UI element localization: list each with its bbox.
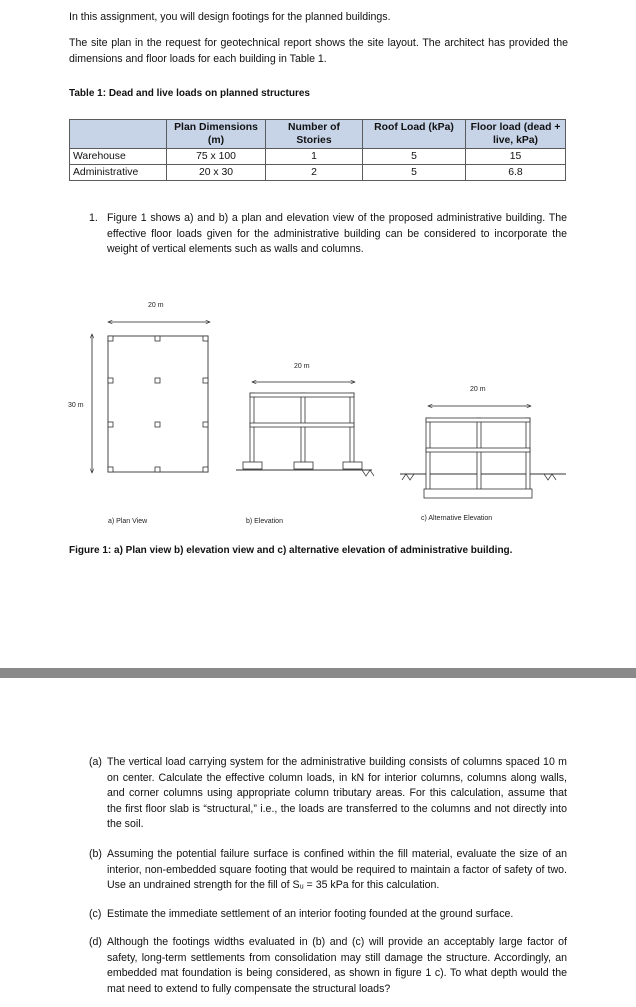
table-header-cell: Plan Dimensions (m) [167, 120, 266, 149]
plan-height-label: 30 m [68, 402, 84, 409]
question-c [89, 907, 567, 923]
ground-hatch [362, 470, 374, 476]
table-caption: Table 1: Dead and live loads on planned structures [69, 88, 310, 99]
question-a [89, 755, 567, 833]
elevation-width-label: 20 m [294, 363, 310, 370]
table-row [70, 149, 566, 165]
loads-table [69, 119, 566, 181]
table-header-cell: Roof Load (kPa) [363, 120, 466, 149]
table-cell: 2 [266, 165, 363, 181]
figure-1 [0, 290, 636, 535]
table-cell: 1 [266, 149, 363, 165]
elevation-frame [243, 393, 362, 469]
label-plan-view: a) Plan View [108, 518, 148, 525]
ground-hatch [544, 474, 556, 480]
question-b [89, 847, 567, 894]
intro-line-1: In this assignment, you will design footings for the planned buildings. [69, 11, 391, 23]
table-cell: 75 x 100 [167, 149, 266, 165]
table-row [70, 165, 566, 181]
elevation-view [236, 363, 374, 525]
item-1-text: Figure 1 shows a) and b) a plan and elevation view of the proposed administrative building. The effective floor loads given for the administrative building can be considered to incorporate the weight of vertical elements such as walls and columns. [107, 212, 567, 255]
alt-elevation-width-label: 20 m [470, 386, 486, 393]
table-cell: 5 [363, 149, 466, 165]
question-text: Assuming the potential failure surface is confined within the fill material, evaluate the size of an interior, non-embedded square footing that would be required to maintain a factor of safety of two. Use an undrained strength for the fill of Sᵤ = 35 kPa for this calculation. [107, 848, 567, 892]
table-header-row [70, 120, 566, 149]
table-cell: Administrative [70, 165, 167, 181]
plan-width-label: 20 m [148, 302, 164, 309]
question-text: The vertical load carrying system for the administrative building consists of columns spaced 10 m on center. Calculate the effective column loads, in kN for interior columns, columns along walls, and corner columns using appropriate column tributary areas. For this calculation, assume that the first floor slab is “structural,” i.e., the loads are transferred to the columns and not directly into the soil. [107, 756, 567, 831]
table-header-cell: Floor load (dead + live, kPa) [466, 120, 566, 149]
table-cell: 5 [363, 165, 466, 181]
table-header-cell [70, 120, 167, 149]
ground-hatch [402, 474, 414, 480]
table-cell: 6.8 [466, 165, 566, 181]
table-cell: 15 [466, 149, 566, 165]
item-1-number: 1. [89, 212, 98, 224]
question-text: Although the footings widths evaluated in (b) and (c) will provide an acceptably large factor of safety, long-term settlements from consolidation may still damage the structure. Accordingly, an embedded mat foundation is being considered, as shown in figure 1 c). To what depth would the mat need to extend to fully compensate the structural loads? [107, 936, 567, 995]
alternative-elevation-view [400, 386, 566, 522]
question-label: (a) [89, 756, 102, 768]
alt-elevation-frame [424, 418, 532, 498]
figure-caption: Figure 1: a) Plan view b) elevation view and c) alternative elevation of administrative building. [69, 545, 513, 556]
question-label: (d) [89, 936, 102, 948]
question-d [89, 935, 567, 997]
label-alternative-elevation: c) Alternative Elevation [421, 515, 493, 522]
table-cell: Warehouse [70, 149, 167, 165]
plan-view [68, 302, 210, 525]
page-divider [0, 668, 636, 678]
label-elevation: b) Elevation [246, 518, 283, 525]
question-text: Estimate the immediate settlement of an interior footing founded at the ground surface. [107, 908, 514, 920]
table-header-cell: Number of Stories [266, 120, 363, 149]
plan-columns [108, 336, 208, 472]
intro-paragraph: The site plan in the request for geotechnical report shows the site layout. The architect has provided the dimensions and floor loads for each building in Table 1. [69, 37, 568, 65]
plan-outline [108, 336, 208, 472]
table-cell: 20 x 30 [167, 165, 266, 181]
question-label: (b) [89, 848, 102, 860]
question-label: (c) [89, 908, 102, 920]
